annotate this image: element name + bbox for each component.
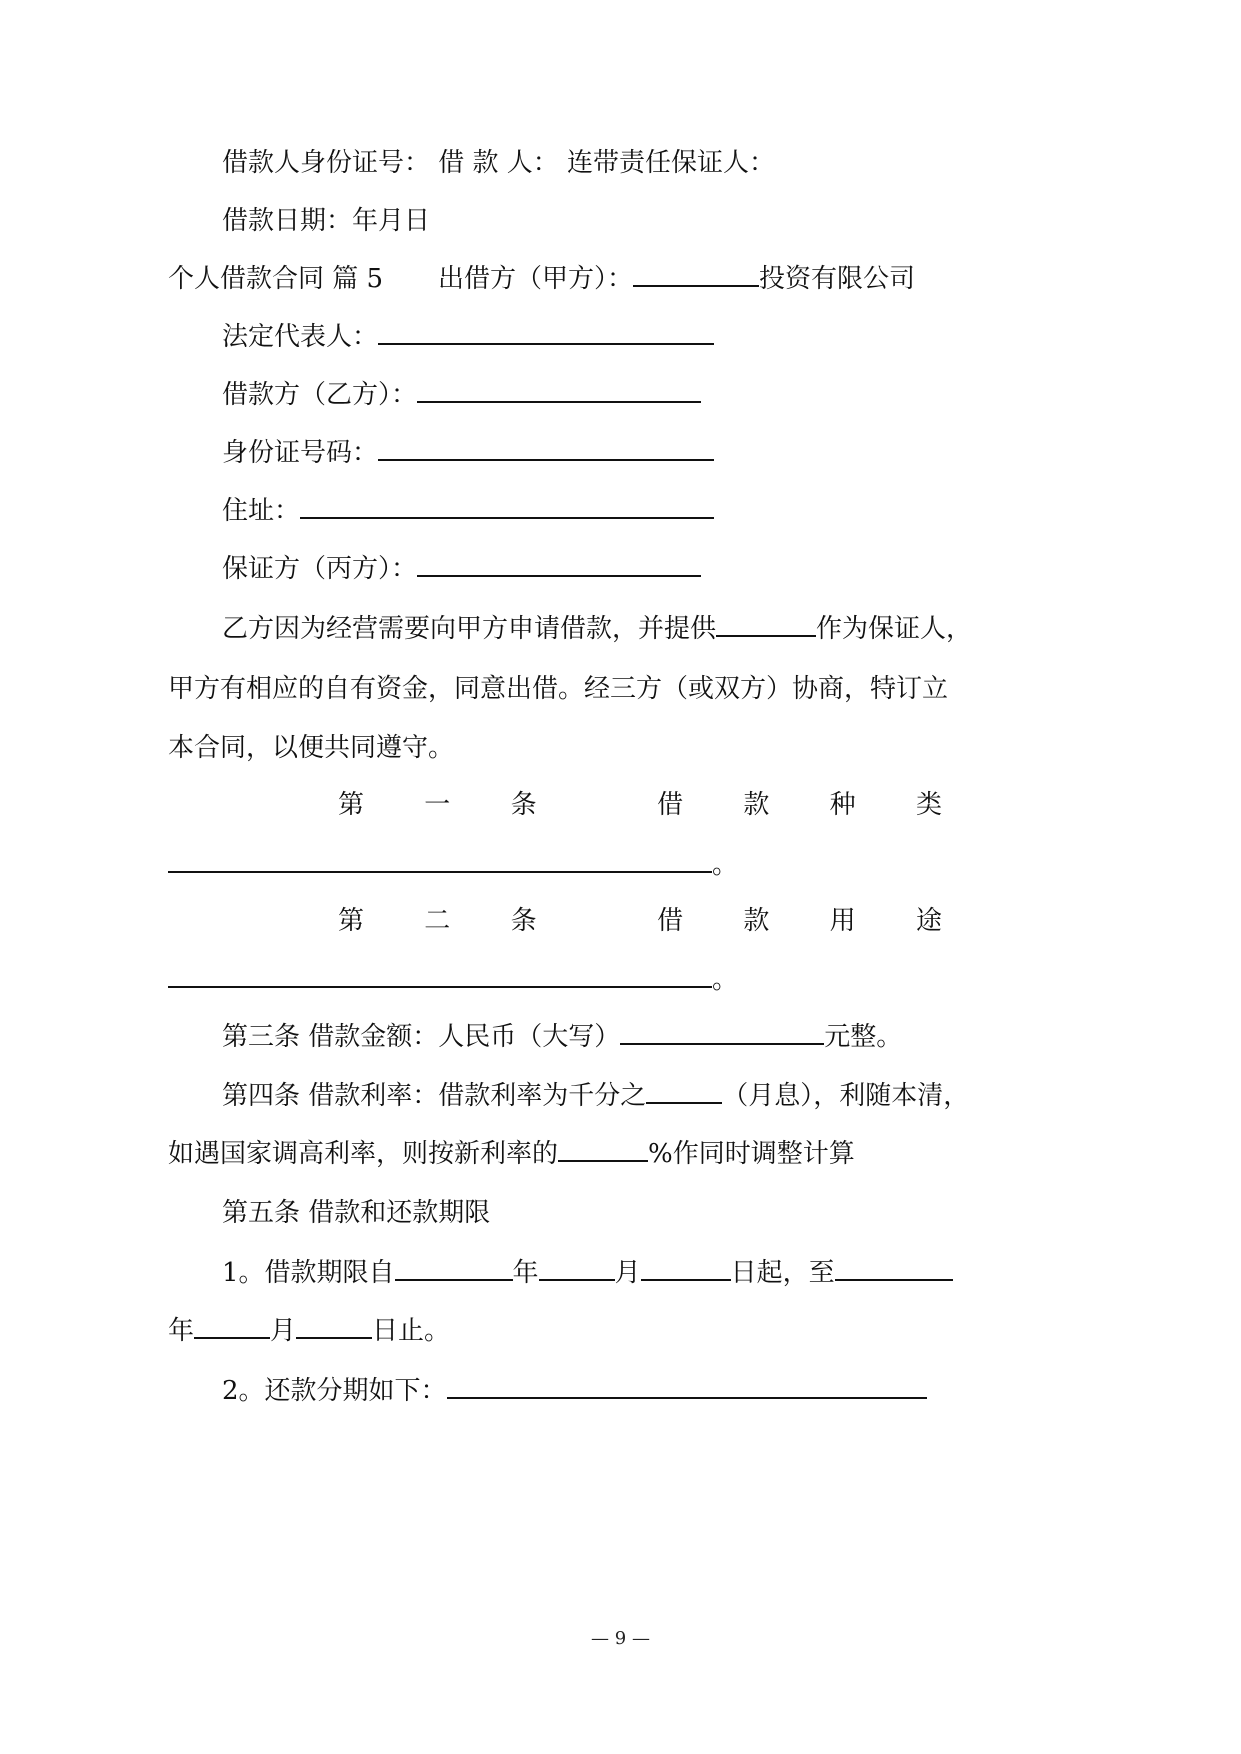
- article-char: 途: [915, 906, 942, 936]
- text-line: [222, 494, 714, 528]
- text-line: [222, 552, 701, 586]
- day-to-label: 日起，至: [730, 1258, 835, 1288]
- lender-company-suffix: 投资有限公司: [759, 264, 916, 294]
- article-4-suffix: （月息），利随本清，: [722, 1081, 970, 1111]
- guarantor-blank: [417, 553, 701, 577]
- address-label: 住址：: [222, 496, 301, 526]
- month-label: 月: [270, 1316, 297, 1346]
- adjust-rate-blank: [558, 1138, 648, 1162]
- text-line: [222, 1020, 902, 1054]
- start-year-blank: [395, 1257, 513, 1281]
- article-2-blank: [168, 986, 712, 988]
- lender-label: 出借方（甲方）：: [438, 264, 634, 294]
- article-char: 类: [915, 790, 942, 820]
- article-char: 款: [743, 790, 770, 820]
- loan-date-line: 借款日期：年月日: [222, 206, 431, 236]
- preamble-part2: 作为保证人，: [816, 614, 973, 644]
- article-char: 条: [510, 790, 537, 820]
- guarantor-label: 保证方（丙方）：: [222, 554, 418, 584]
- lender-line: [438, 262, 915, 296]
- text-line: [222, 612, 972, 646]
- text-line: [168, 731, 454, 765]
- end-month-blank: [194, 1315, 270, 1339]
- text-line: [222, 1079, 969, 1113]
- article-char: 二: [424, 906, 451, 936]
- article-3-label: 第三条 借款金额：人民币（大写）: [222, 1022, 621, 1052]
- preamble-line3: 本合同，以便共同遵守。: [168, 733, 455, 763]
- article-4-line2: 如遇国家调高利率，则按新利率的: [168, 1139, 559, 1169]
- article-5-label: 第五条 借款和还款期限: [222, 1198, 491, 1228]
- legal-rep-label: 法定代表人：: [222, 322, 379, 352]
- article-char: 第: [338, 906, 365, 936]
- borrower-label: 借款方（乙方）：: [222, 380, 418, 410]
- start-month-blank: [539, 1257, 615, 1281]
- article-char: 款: [743, 906, 770, 936]
- article-char: 条: [510, 906, 537, 936]
- text-line: [168, 1314, 450, 1348]
- article-3-suffix: 元整。: [824, 1022, 903, 1052]
- article-char: 一: [424, 790, 451, 820]
- start-day-blank: [641, 1257, 731, 1281]
- article-2-heading: [338, 904, 942, 938]
- month-label: 月: [614, 1258, 641, 1288]
- guarantor-name-blank: [716, 613, 816, 637]
- year-label: 年: [168, 1316, 195, 1346]
- text-line: [168, 1137, 855, 1171]
- text-line: [222, 320, 714, 354]
- text-line: [222, 1374, 927, 1408]
- installments-label: 2。还款分期如下：: [222, 1376, 447, 1406]
- article-char: 用: [829, 906, 856, 936]
- text-line: [222, 436, 714, 470]
- article-char: 第: [338, 790, 365, 820]
- article-4-label: 第四条 借款利率：借款利率为千分之: [222, 1081, 647, 1111]
- lender-blank: [633, 263, 759, 287]
- text-line: [222, 146, 775, 180]
- legal-rep-blank: [378, 321, 714, 345]
- borrower-id-guarantor-line: 借款人身份证号： 借 款 人： 连带责任保证人：: [222, 148, 776, 178]
- heading-line: [168, 262, 383, 296]
- text-line: [222, 204, 430, 238]
- article-char: 种: [829, 790, 856, 820]
- text-line: [222, 1196, 490, 1230]
- text-line: [168, 672, 948, 706]
- address-blank: [300, 495, 714, 519]
- article-4-line2-suffix: %作同时调整计算: [648, 1139, 855, 1169]
- year-label: 年: [512, 1258, 539, 1288]
- text-line: [222, 1256, 953, 1290]
- article-1-heading: [338, 788, 942, 822]
- preamble-line2: 甲方有相应的自有资金，同意出借。经三方（或双方）协商，特订立: [168, 674, 949, 704]
- article-1-blank: [168, 871, 712, 873]
- id-number-blank: [378, 437, 714, 461]
- article-char: 借: [657, 790, 684, 820]
- installments-blank: [447, 1375, 927, 1399]
- article-2-period: 。: [712, 965, 739, 995]
- day-end-label: 日止。: [372, 1316, 451, 1346]
- preamble-part1: 乙方因为经营需要向甲方申请借款，并提供: [222, 614, 717, 644]
- text-line: [222, 378, 701, 412]
- amount-blank: [620, 1021, 824, 1045]
- end-day-blank: [296, 1315, 372, 1339]
- article-1-period: 。: [712, 850, 739, 880]
- id-number-label: 身份证号码：: [222, 438, 379, 468]
- page-number: — 9 —: [591, 1628, 650, 1649]
- article-char: 借: [657, 906, 684, 936]
- term-start-label: 1。借款期限自: [222, 1258, 395, 1288]
- rate-blank: [646, 1080, 722, 1104]
- borrower-blank: [417, 379, 701, 403]
- end-year-blank: [835, 1257, 953, 1281]
- section-title: 个人借款合同 篇 5: [168, 264, 384, 294]
